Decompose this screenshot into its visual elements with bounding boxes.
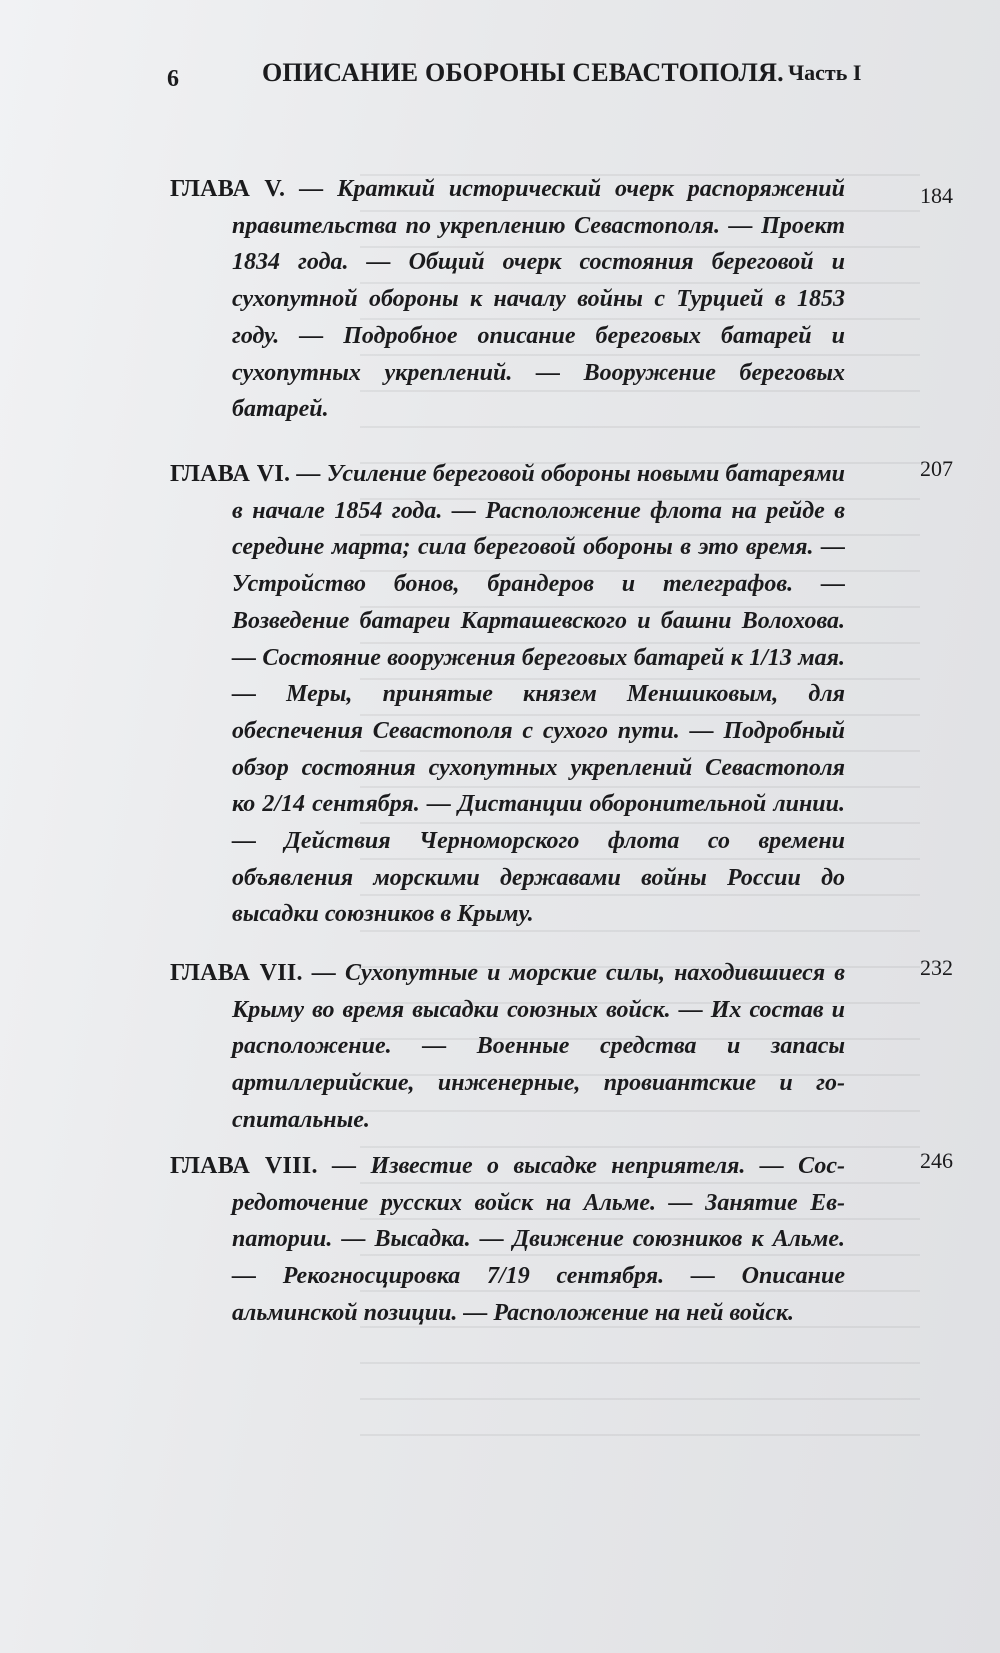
toc-page-ref-chapter-7: 232 <box>920 955 953 980</box>
chapter-label: ГЛАВА VIII. <box>170 1153 318 1179</box>
toc-entry-chapter-6 <box>170 456 845 933</box>
chapter-label: ГЛАВА VI. <box>170 461 291 487</box>
page-number: 6 <box>167 66 179 92</box>
toc-entry-text <box>170 456 845 933</box>
toc-page-ref-chapter-6: 207 <box>920 456 953 481</box>
running-title: ОПИСАНИЕ ОБОРОНЫ СЕВАСТОПОЛЯ. <box>262 58 784 87</box>
chapter-label: ГЛАВА V. <box>170 176 286 202</box>
toc-page-ref-chapter-8: 246 <box>920 1148 953 1173</box>
toc-entry-chapter-8 <box>170 1148 845 1332</box>
toc-entry-chapter-7 <box>170 955 845 1139</box>
running-part: Часть I <box>788 60 862 85</box>
chapter-summary: — Краткий исторический очерк распоряжений правительства по укреплению Севастополя. — Проект 1834 года. — Общий очерк состояния береговой и сухопутной обороны к началу войны с Турцией в 1853 году. — Подробное описание береговых батарей и сухопутных укреплений. — Вооружение береговых батарей. <box>232 176 845 423</box>
chapter-summary: — Сухопутные и морские силы, находившиеся в Крыму во время высадки союзных войск. — Их состав и расположение. — Военные средства и запасы артиллерийские, инженерные, провиантские и госпитальные. <box>232 960 845 1133</box>
toc-entry-text <box>170 171 845 428</box>
chapter-summary: — Известие о высадке неприятеля. — Сосредоточение русских войск на Альме. — Занятие Евпатории. — Высадка. — Движение союзников к Альме. — Рекогносцировка 7/19 сентября. — Описание альминской позиции. — Расположение на ней войск. <box>232 1153 846 1326</box>
running-header <box>0 58 1000 98</box>
toc-entry-text <box>170 955 845 1139</box>
toc-entry-text <box>170 1148 845 1332</box>
chapter-summary: — Усиление береговой обороны новыми батареями в начале 1854 года. — Расположение флота на рейде в середине марта; сила береговой обороны в это время. — Устройство бонов, брандеров и телеграфов. — Возведение батареи Карташевского и башни Волохова. — Состояние вооружения береговых батарей к 1/13 мая. — Меры, принятые князем Меншиковым, для обеспечения Севастополя с сухого пути. — Подробный обзор состояния сухопутных укреплений Севастополя ко 2/14 сентября. — Дистанции оборонительной линии. — Действия Черноморского флота со времени объявления морскими державами войны России до высадки союзников в Крыму. <box>232 461 845 928</box>
chapter-label: ГЛАВА VII. <box>170 960 303 986</box>
toc-entry-chapter-5 <box>170 171 845 428</box>
toc-page-ref-chapter-5: 184 <box>920 183 953 208</box>
